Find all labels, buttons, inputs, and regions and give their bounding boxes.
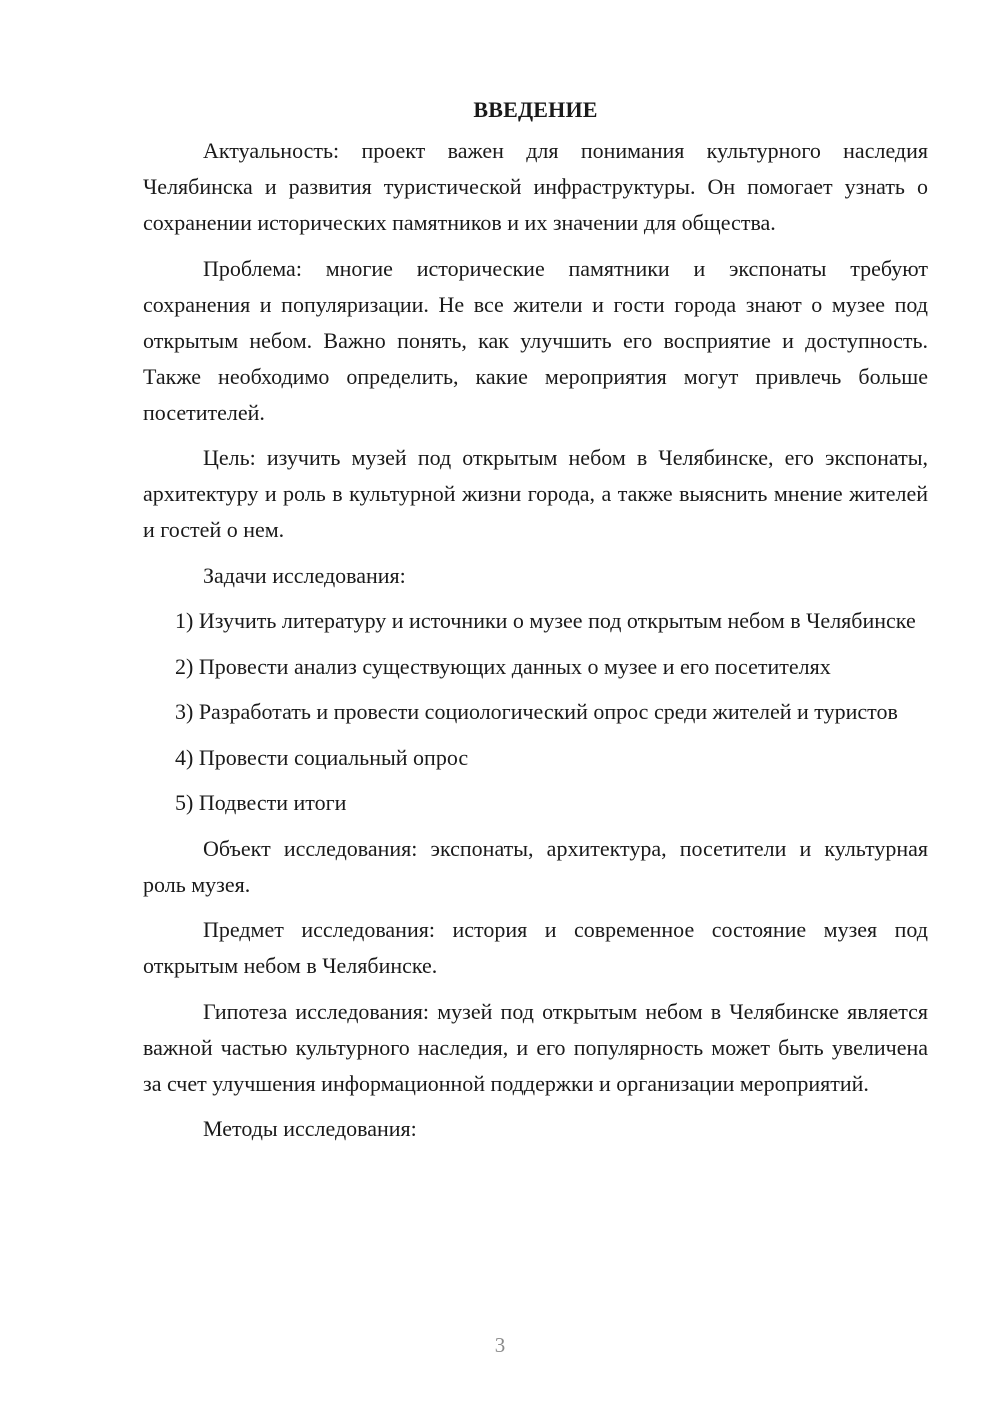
task-item-1: 1) Изучить литературу и источники о музее под открытым небом в Челябинске	[175, 608, 916, 633]
task-item-4: 4) Провести социальный опрос	[175, 744, 469, 770]
page-number: 3	[494, 1333, 506, 1357]
paragraph-problem: Проблема: многие исторические памятники и экспонаты требуют сохранения и популяризации. Не все жители и гости города знают о музее под открытым небом. Важно понять, как улучшить его восприятие и доступность. Также необходимо определить, какие мероприятия могут привлечь больше посетителей.	[143, 255, 928, 425]
paragraph-relevance: Актуальность: проект важен для понимания культурного наследия Челябинска и развития туристической инфраструктуры. Он помогает узнать о сохранении исторических памятников и их значении для общества.	[143, 138, 928, 235]
paragraph-methods-heading: Методы исследования:	[203, 1116, 417, 1141]
page-content	[143, 92, 928, 1157]
paragraph-goal: Цель: изучить музей под открытым небом в Челябинске, его экспонаты, архитектуру и роль в культурной жизни города, а также выяснить мнение жителей и гостей о нем.	[143, 445, 928, 542]
page-title: ВВЕДЕНИЕ	[473, 97, 598, 122]
paragraph-hypothesis: Гипотеза исследования: музей под открытым небом в Челябинске является важной частью культурного наследия, и его популярность может быть увеличена за счет улучшения информационной поддержки и организации мероприятий.	[143, 998, 928, 1096]
task-item-2: 2) Провести анализ существующих данных о музее и его посетителях	[175, 653, 831, 679]
paragraph-object: Объект исследования: экспонаты, архитектура, посетители и культурная роль музея.	[143, 835, 928, 897]
paragraph-tasks-heading: Задачи исследования:	[203, 562, 406, 588]
task-item-5: 5) Подвести итоги	[175, 790, 347, 815]
task-item-3: 3) Разработать и провести социологический опрос среди жителей и туристов	[175, 699, 898, 724]
paragraph-subject: Предмет исследования: история и современное состояние музея под открытым небом в Челябинске.	[143, 917, 928, 978]
